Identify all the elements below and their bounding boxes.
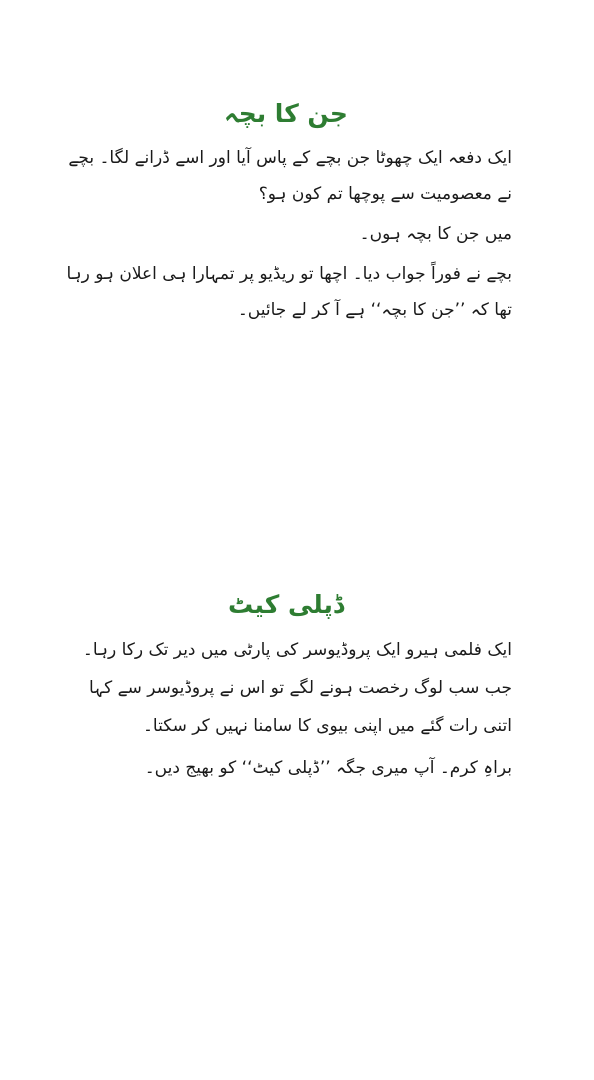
story-paragraph: ایک دفعہ ایک چھوٹا جن بچے کے پاس آیا اور اسے ڈرانے لگا۔ بچے نے معصومیت سے پوچھا تم کون ہو؟ — [68, 148, 512, 204]
story-paragraph: میں جن کا بچہ ہوں۔ — [359, 224, 512, 244]
story-duplicate — [60, 583, 512, 791]
story-paragraph: ایک فلمی ہیرو ایک پروڈیوسر کی پارٹی میں دیر تک رکا رہا۔ جب سب لوگ رخصت ہونے لگے تو اس نے پروڈیوسر سے کہا اتنی رات گئے میں اپنی بیوی کا سامنا نہیں کر سکتا۔ — [82, 640, 512, 736]
story-title: جن کا بچہ — [224, 99, 348, 128]
story-jinn-ka-bacha — [60, 92, 512, 332]
story-paragraph: براہِ کرم۔ آپ میری جگہ ’’ڈپلی کیٹ‘‘ کو بھیج دیں۔ — [144, 758, 512, 778]
story-paragraph: بچے نے فوراً جواب دیا۔ اچھا تو ریڈیو پر تمہارا ہی اعلان ہو رہا تھا کہ ’’جن کا بچہ‘‘ ہے آ کر لے جائیں۔ — [66, 264, 512, 320]
story-title: ڈپلی کیٹ — [228, 590, 344, 619]
